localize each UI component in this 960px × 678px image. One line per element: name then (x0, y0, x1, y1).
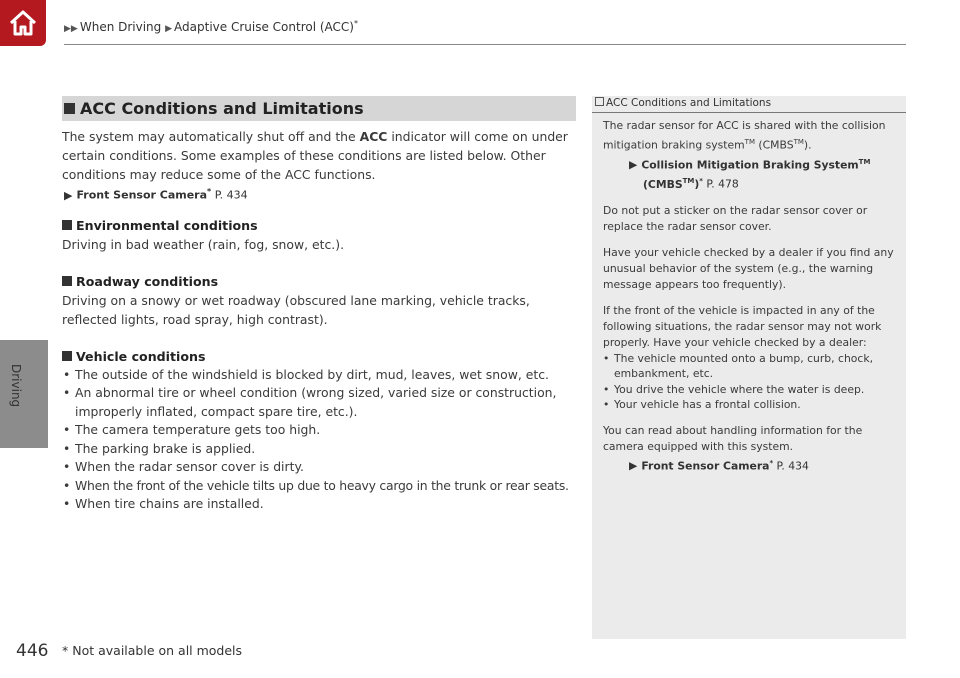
home-icon (7, 7, 39, 39)
sidebar-title: ACC Conditions and Limitations (592, 96, 906, 113)
front-sensor-camera-link[interactable]: ▶ Front Sensor Camera* P. 434 (64, 187, 248, 202)
list-item: • The camera temperature gets too high. (62, 421, 576, 440)
square-bullet-icon (62, 276, 72, 286)
sidebar-list (603, 351, 896, 413)
not-all-models-mark: * (353, 19, 358, 28)
roadway-heading: Roadway conditions (62, 272, 576, 291)
sidebar-paragraph: You can read about handling information for the camera equipped with this system. (603, 423, 863, 453)
vehicle-conditions-list (62, 366, 576, 514)
roadway-text: Driving on a snowy or wet roadway (obscured lane marking, vehicle tracks, reflected lights, road spray, high contrast). (62, 292, 530, 327)
main-content (62, 96, 576, 514)
footnote: * Not available on all models (62, 643, 243, 658)
chapter-tab[interactable] (0, 340, 48, 448)
breadcrumb-arrow-icon: ▶▶ (64, 24, 78, 34)
square-bullet-icon (62, 220, 72, 230)
breadcrumb (64, 19, 358, 34)
sidebar-paragraph: Do not put a sticker on the radar sensor cover or replace the radar sensor cover. (603, 203, 868, 233)
sidebar-paragraph: If the front of the vehicle is impacted in any of the following situations, the radar sensor may not work properly. Have your vehicle checked by a dealer: (603, 303, 882, 349)
breadcrumb-item-acc[interactable]: Adaptive Cruise Control (ACC) (174, 20, 354, 34)
breadcrumb-item-when-driving[interactable]: When Driving (79, 20, 162, 34)
vehicle-heading: Vehicle conditions (62, 347, 576, 366)
link-arrow-icon: ▶ (629, 158, 638, 172)
page-number: 446 (16, 641, 49, 661)
link-arrow-icon: ▶ (629, 459, 638, 473)
list-item: • When the radar sensor cover is dirty. (62, 458, 576, 477)
list-item: • You drive the vehicle where the water is deep. (603, 382, 896, 398)
environmental-text: Driving in bad weather (rain, fog, snow, etc.). (62, 236, 345, 252)
front-sensor-camera-link[interactable]: ▶ Front Sensor Camera* P. 434 (629, 458, 809, 473)
chapter-tab-label: Driving (9, 364, 23, 408)
header-divider (64, 44, 906, 45)
notes-sidebar (592, 96, 906, 639)
home-button[interactable] (0, 0, 46, 46)
intro-paragraph: The system may automatically shut off and the ACC indicator will come on under certain conditions. Some examples of these conditions are listed below. Other conditions may reduce some of the ACC functions. (62, 129, 568, 182)
cmbs-link[interactable]: ▶ Collision Mitigation Braking System™ (CMBS™)* P. 478 (629, 157, 871, 191)
environmental-heading: Environmental conditions (62, 216, 576, 235)
square-bullet-icon (64, 103, 75, 114)
list-item: • When tire chains are installed. (62, 495, 576, 514)
sidebar-paragraph: Have your vehicle checked by a dealer if you find any unusual behavior of the system (e.g., the warning message appears too frequently). (603, 245, 894, 291)
link-arrow-icon: ▶ (64, 188, 73, 202)
sidebar-paragraph: The radar sensor for ACC is shared with the collision mitigation braking system™ (CMBS™). (603, 119, 886, 152)
note-icon (595, 97, 604, 106)
list-item: • The outside of the windshield is blocked by dirt, mud, leaves, wet snow, etc. (62, 366, 576, 385)
list-item: • The parking brake is applied. (62, 440, 576, 459)
list-item: • When the front of the vehicle tilts up due to heavy cargo in the trunk or rear seats. (62, 477, 576, 496)
list-item: • The vehicle mounted onto a bump, curb, chock, embankment, etc. (603, 351, 896, 382)
list-item: • Your vehicle has a frontal collision. (603, 397, 896, 413)
section-title: ACC Conditions and Limitations (62, 96, 576, 121)
square-bullet-icon (62, 351, 72, 361)
acc-indicator-label: ACC (359, 129, 388, 144)
list-item: • An abnormal tire or wheel condition (wrong sized, varied size or construction, improperly inflated, compact spare tire, etc.). (62, 384, 576, 421)
breadcrumb-arrow-icon: ▶ (165, 24, 173, 34)
